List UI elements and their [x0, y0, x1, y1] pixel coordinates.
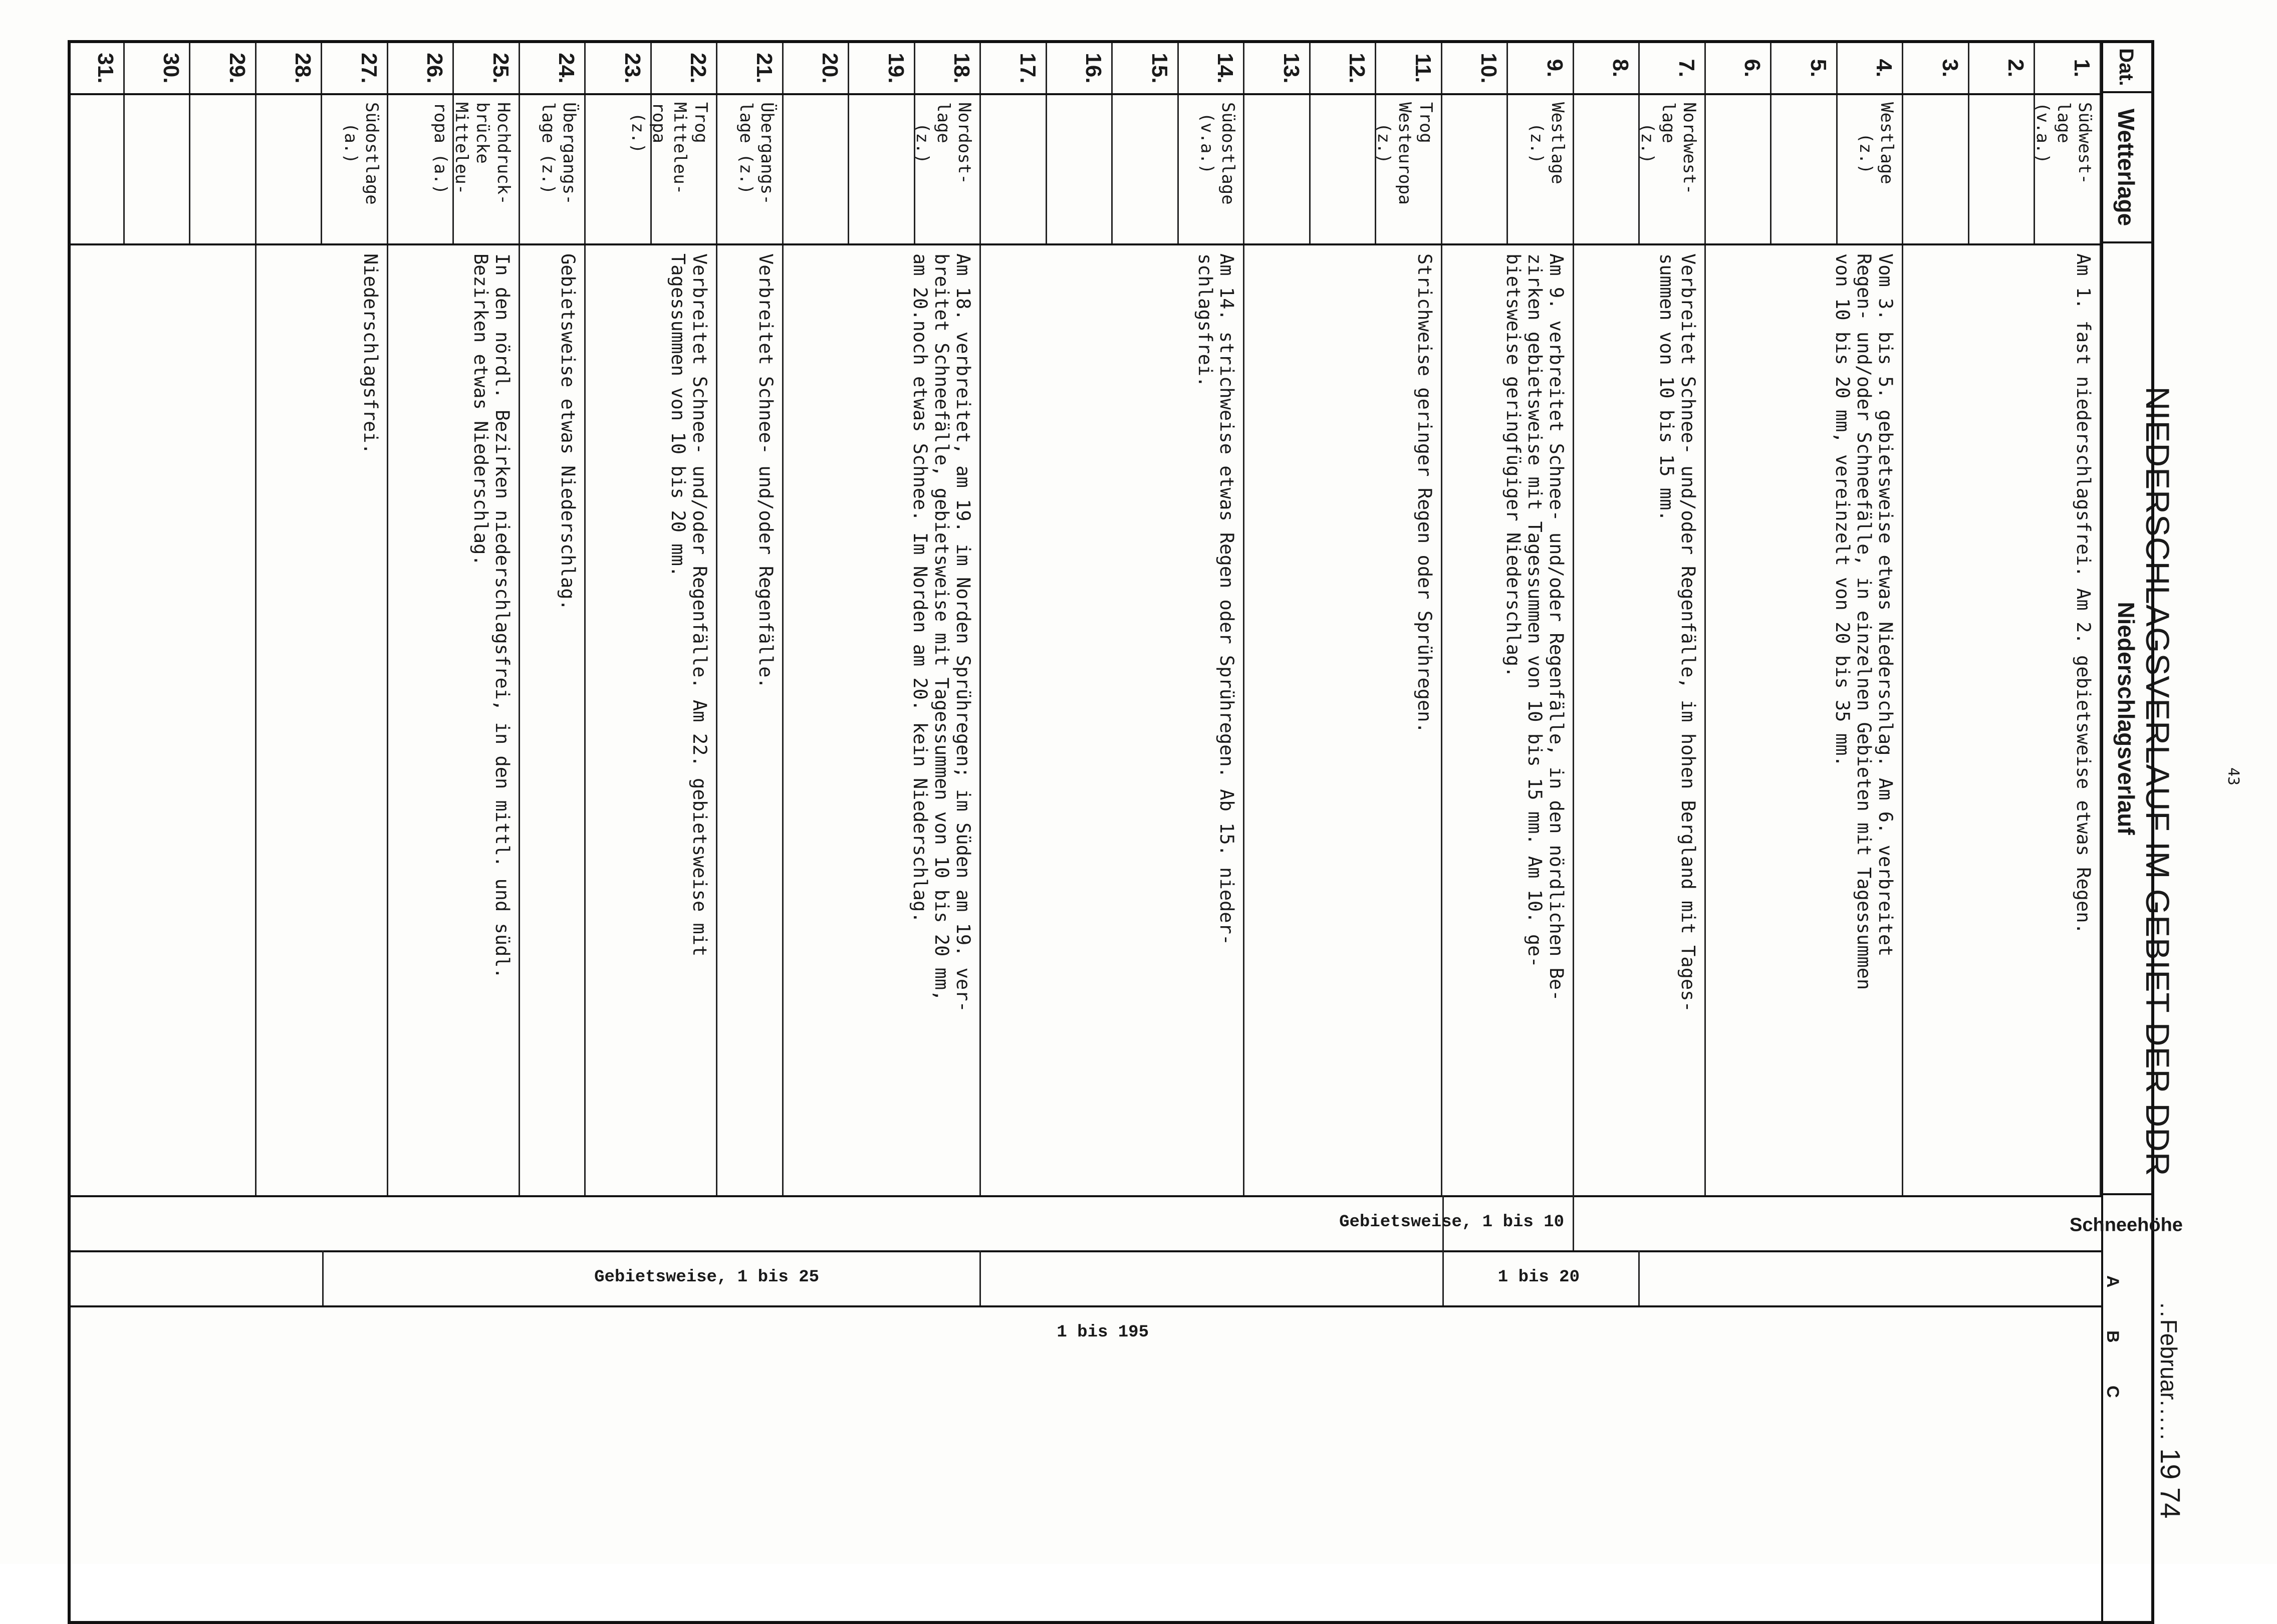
- snow-a-value: Gebietsweise, 1 bis 10: [1339, 1213, 1564, 1232]
- column-divider: [71, 243, 2101, 245]
- day-number: 19.: [884, 53, 908, 84]
- precip-description: Am 1. fast niederschlagsfrei. Am 2. gebietsweise etwas Regen.: [2073, 253, 2094, 934]
- day-number: 21.: [752, 53, 777, 84]
- day-number: 29.: [225, 53, 249, 84]
- header-weather: Wetterlage: [2101, 93, 2151, 243]
- snow-b-value-1: 1 bis 20: [1498, 1268, 1580, 1287]
- year-label: 19 74: [2155, 1448, 2186, 1519]
- weather-type: Übergangs- lage (z.): [736, 102, 777, 205]
- weather-type: Südostlage (a.): [341, 102, 382, 205]
- group-divider: [255, 93, 257, 1195]
- snow-b-value-2: Gebietsweise, 1 bis 25: [594, 1268, 820, 1287]
- day-number: 6.: [1740, 59, 1765, 78]
- column-divider: [71, 1195, 2101, 1197]
- weather-type: Nordost- lage (z.): [912, 102, 975, 184]
- precip-description: Verbreitet Schnee- und/oder Regenfälle, im hohen Bergland mit Tages- summen von 10 bis 15 mm.: [1656, 253, 1699, 1012]
- day-number: 4.: [1872, 59, 1897, 78]
- day-number: 3.: [1938, 59, 1962, 78]
- precip-description: Am 18. verbreitet, am 19. im Norden Sprühregen; im Süden am 19. ver- breitet Schneefälle, gebietsweise mit Tagessummen von 10 bis 20 mm, am 20.noch etwas Schnee. Im Norden am 20. kein Niederschlag.: [909, 253, 974, 1012]
- day-number: 15.: [1147, 53, 1172, 84]
- weather-type: Nordwest- lage (z.): [1637, 102, 1699, 195]
- header-snow: Schneehöhe: [2070, 1214, 2183, 1236]
- day-number: 14.: [1213, 53, 1238, 84]
- column-divider: [71, 93, 2101, 95]
- weather-type: Übergangs- lage (z.): [538, 102, 580, 205]
- day-number: 18.: [949, 53, 974, 84]
- day-number: 8.: [1608, 59, 1633, 78]
- weather-type: Westlage (z.): [1527, 102, 1568, 184]
- day-number: 20.: [818, 53, 843, 84]
- weather-type: Südwest- lage (v.a.): [2033, 102, 2095, 184]
- precip-description: Niederschlagsfrei.: [360, 253, 381, 454]
- weather-type: Trog Mitteleu- ropa (z.): [628, 102, 711, 195]
- weather-type: Westlage (z.): [1856, 102, 1897, 184]
- day-number: 28.: [291, 53, 316, 84]
- day-number: 30.: [159, 53, 184, 84]
- day-number: 12.: [1345, 53, 1370, 84]
- weather-type: Hochdruck- brücke Mitteleu- ropa (a.): [430, 102, 514, 205]
- day-number: 22.: [686, 53, 711, 84]
- precip-description: Am 14. strichweise etwas Regen oder Sprühregen. Ab 15. nieder- schlagsfrei.: [1194, 253, 1238, 946]
- day-number: 25.: [488, 53, 513, 84]
- month-label: Februar: [2156, 1319, 2182, 1400]
- header-date: Dat.: [2101, 43, 2151, 93]
- precip-description: In den nördl. Bezirken niederschlagsfrei, in den mittl. und südl. Bezirken etwas Niederschlag.: [470, 253, 513, 979]
- page-number: 43: [2224, 767, 2242, 786]
- group-divider: [1243, 93, 1245, 1195]
- day-number: 10.: [1476, 53, 1501, 84]
- group-divider: [1704, 93, 1706, 1195]
- day-number: 2.: [2003, 59, 2029, 78]
- day-number: 24.: [554, 53, 579, 84]
- weather-type: Südostlage (v.a.): [1197, 102, 1238, 205]
- day-number: 26.: [422, 53, 447, 84]
- day-number: 31.: [93, 53, 118, 84]
- column-divider: [71, 1305, 2101, 1307]
- precip-description: Verbreitet Schnee- und/oder Regenfälle.: [755, 253, 777, 689]
- day-number: 27.: [357, 53, 381, 84]
- precip-description: Vom 3. bis 5. gebietsweise etwas Niederschlag. Am 6. verbreitet Regen- und/oder Schneefälle, in einzelnen Gebieten mit Tagessummen von 10 bis 20 mm, vereinzelt von 20 bis 35 mm.: [1832, 253, 1897, 990]
- group-divider: [585, 93, 586, 1195]
- group-divider: [782, 93, 784, 1195]
- edge-ticks: [60, 43, 71, 1621]
- snow-c-value: 1 bis 195: [1057, 1323, 1149, 1342]
- month-year-label: ..Februar..... 19 74: [2155, 1302, 2186, 1519]
- snow-column-a: A: [2103, 1275, 2122, 1288]
- day-number: 9.: [1543, 59, 1567, 78]
- group-divider: [519, 93, 520, 1195]
- snow-column-b: B: [2103, 1330, 2122, 1343]
- group-divider: [1441, 93, 1442, 1195]
- group-divider: [980, 93, 981, 1195]
- group-divider: [1902, 93, 1904, 1195]
- group-divider: [387, 93, 388, 1195]
- group-divider: [716, 93, 718, 1195]
- precip-description: Verbreitet Schnee- und/oder Regenfälle. Am 22. gebietsweise mit Tagessummen von 10 bis 20 mm.: [667, 253, 711, 957]
- day-number: 17.: [1016, 53, 1040, 84]
- precip-description: Gebietsweise etwas Niederschlag.: [557, 253, 579, 611]
- day-number: 13.: [1279, 53, 1304, 84]
- day-number: 11.: [1411, 53, 1435, 83]
- weather-type: Trog Westeuropa (z.): [1374, 102, 1436, 205]
- page-title: NIEDERSCHLAGSVERLAUF IM GEBIET DER DDR: [2139, 386, 2176, 1177]
- precip-description: Am 9. verbreitet Schnee- und/oder Regenfälle, in den nördlichen Be- zirken gebietsweise mit Tagessummen von 10 bis 15 mm. Am 10. ge- bietsweise geringfügiger Niederschlag.: [1502, 253, 1567, 1001]
- day-number: 16.: [1081, 53, 1106, 84]
- day-number: 23.: [620, 53, 645, 84]
- snow-column-c: C: [2103, 1386, 2122, 1398]
- header-precip: Niederschlagsverlauf: [2101, 243, 2151, 1195]
- precip-description: Strichweise geringer Regen oder Sprühregen.: [1414, 253, 1435, 733]
- day-number: 5.: [1806, 59, 1831, 78]
- day-number: 7.: [1674, 59, 1699, 78]
- group-divider: [1573, 93, 1574, 1195]
- day-number: 1.: [2070, 59, 2094, 78]
- group-divider: [2100, 93, 2101, 1195]
